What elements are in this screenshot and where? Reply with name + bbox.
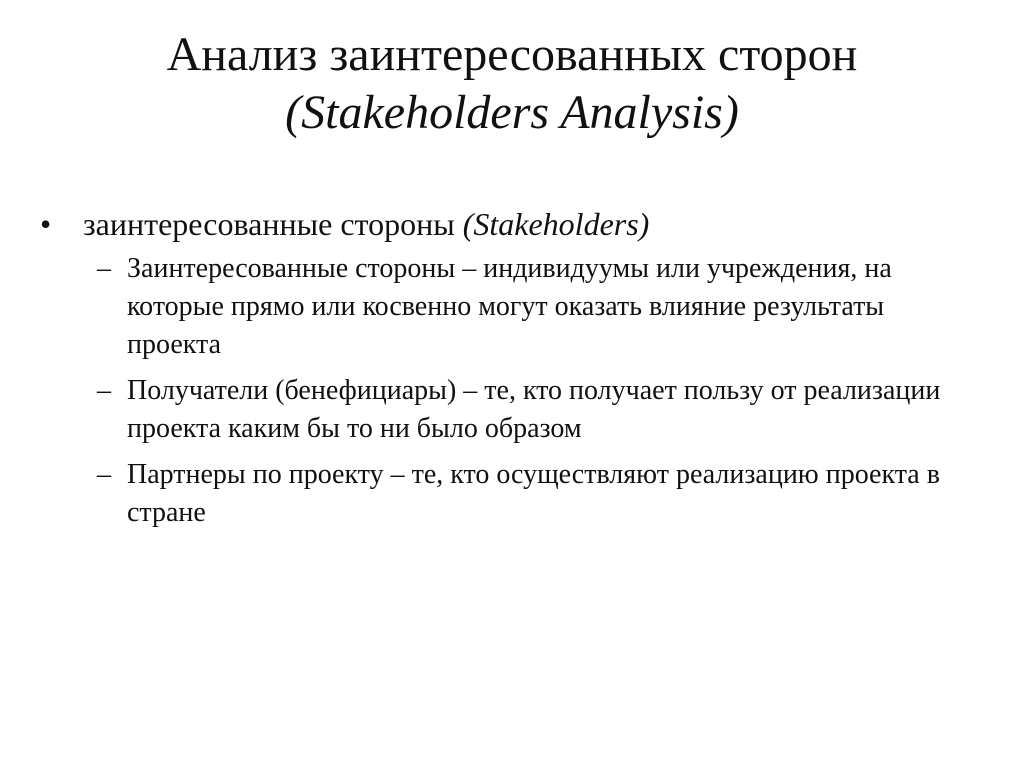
title-line-1: Анализ заинтересованных сторон	[166, 28, 858, 81]
sub-bullet-text: Заинтересованные стороны – индивидуумы или учреждения, на которые прямо или косвенно могут оказать влияние результаты проекта	[127, 253, 892, 360]
slide-body	[0, 204, 1024, 540]
sub-bullet-stakeholders-definition	[0, 250, 1024, 364]
sub-bullet-text: Получатели (бенефициары) – те, кто получает пользу от реализации проекта каким бы то ни было образом	[127, 375, 941, 444]
bullet-stakeholders	[0, 204, 1024, 244]
bullet-marker: •	[40, 206, 52, 242]
dash-marker: –	[97, 459, 111, 490]
sub-bullet-partners	[0, 456, 1024, 532]
sub-bullet-text: Партнеры по проекту – те, кто осуществляют реализацию проекта в стране	[127, 459, 940, 528]
sub-bullet-beneficiaries	[0, 372, 1024, 448]
bullet-text-italic: (Stakeholders)	[462, 206, 650, 242]
dash-marker: –	[97, 375, 111, 406]
slide-title	[0, 26, 1024, 142]
bullet-text: заинтересованные стороны	[83, 206, 463, 242]
sub-bullet-list	[0, 250, 1024, 532]
dash-marker: –	[97, 253, 111, 284]
title-line-2: (Stakeholders Analysis)	[285, 86, 739, 139]
